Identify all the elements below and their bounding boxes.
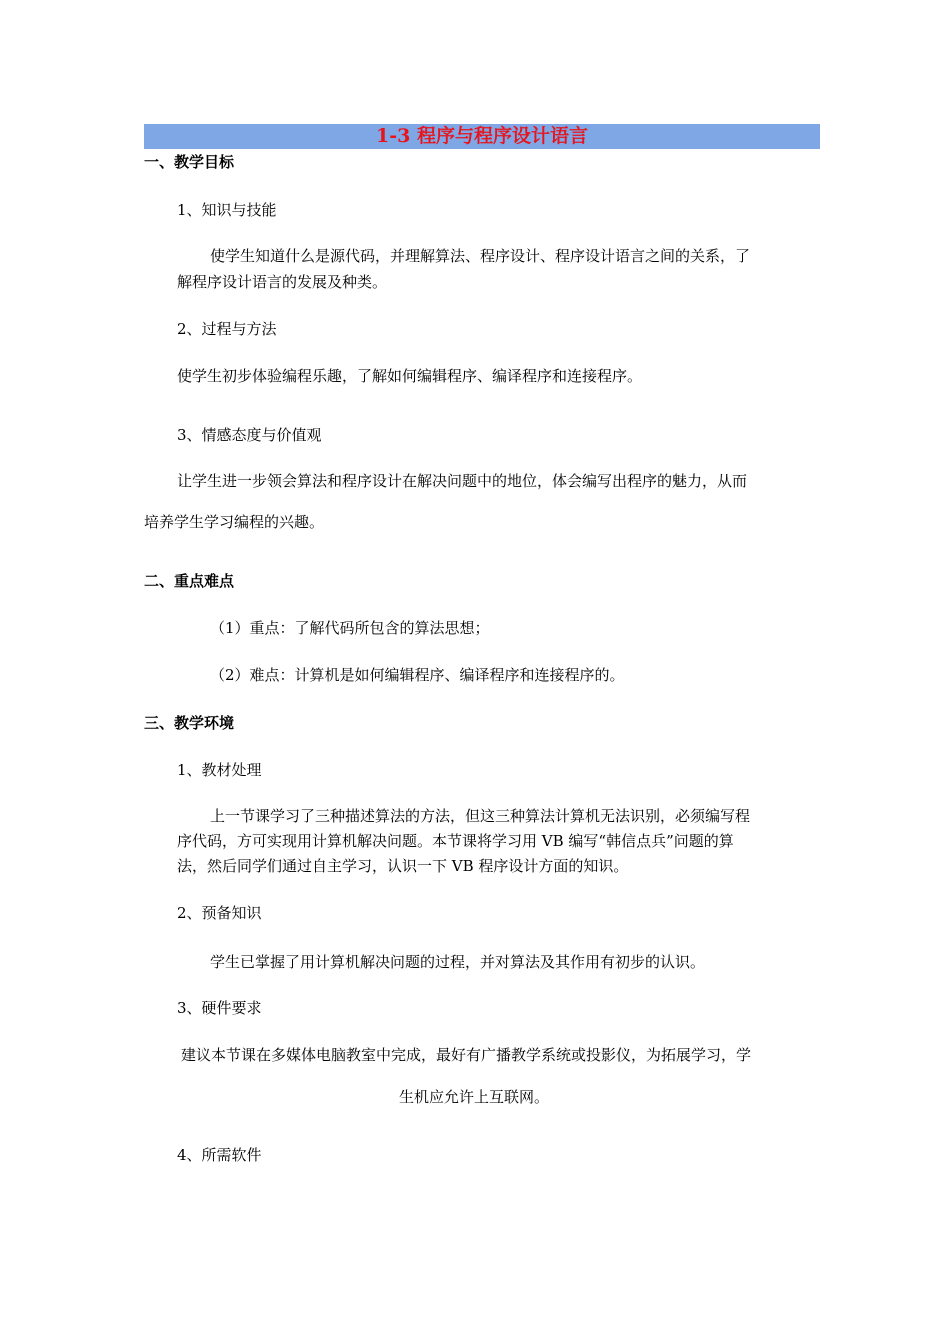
subheading-materials: 1、教材处理 [177,761,262,779]
subheading-hardware: 3、硬件要求 [177,999,262,1017]
paragraph-line: 建议本节课在多媒体电脑教室中完成，最好有广播教学系统或投影仪，为拓展学习，学 [181,1046,752,1064]
key-point-item: （1）重点：了解代码所包含的算法思想； [210,619,490,637]
paragraph-line: 使学生初步体验编程乐趣，了解如何编辑程序、编译程序和连接程序。 [177,367,643,385]
paragraph-line: 序代码，方可实现用计算机解决问题。本节课将学习用 VB 编写“韩信点兵”问题的算 [177,832,734,850]
paragraph-line: 上一节课学习了三种描述算法的方法，但这三种算法计算机无法识别，必须编写程 [210,807,751,825]
paragraph-line: 法，然后同学们通过自主学习，认识一下 VB 程序设计方面的知识。 [177,857,629,875]
subheading-process-methods: 2、过程与方法 [177,320,277,338]
paragraph-line: 生机应允许上互联网。 [399,1088,550,1106]
document-title: 1-3 程序与程序设计语言 [376,125,588,147]
paragraph-line: 使学生知道什么是源代码，并理解算法、程序设计、程序设计语言之间的关系，了 [210,247,751,265]
title-banner [144,124,820,149]
section-heading-environment: 三、教学环境 [144,714,235,732]
section-heading-objectives: 一、教学目标 [144,153,235,171]
section-heading-key-points: 二、重点难点 [144,572,235,590]
paragraph-line: 解程序设计语言的发展及种类。 [177,273,388,291]
subheading-knowledge-skills: 1、知识与技能 [177,201,277,219]
paragraph-line: 学生已掌握了用计算机解决问题的过程，并对算法及其作用有初步的认识。 [210,953,706,971]
subheading-attitude-values: 3、情感态度与价值观 [177,426,322,444]
paragraph-line: 让学生进一步领会算法和程序设计在解决问题中的地位，体会编写出程序的魅力，从而 [177,472,748,490]
paragraph-line: 培养学生学习编程的兴趣。 [144,513,325,531]
subheading-prerequisite: 2、预备知识 [177,904,262,922]
difficult-point-item: （2）难点：计算机是如何编辑程序、编译程序和连接程序的。 [210,666,625,684]
subheading-software: 4、所需软件 [177,1146,262,1164]
